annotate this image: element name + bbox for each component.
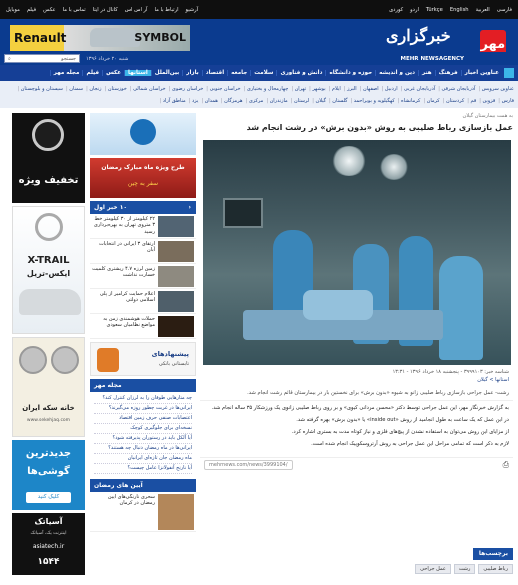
nav-item[interactable]: عکس	[102, 70, 124, 76]
home-icon[interactable]	[504, 68, 514, 78]
province-link[interactable]: سمنان |	[66, 86, 83, 92]
asiatech-ad[interactable]	[12, 513, 85, 575]
list-item[interactable]: ایرانی‌ها در غربت چطور روزه می‌گیرند؟	[94, 404, 192, 414]
chevron-left-icon[interactable]: ‹	[188, 204, 191, 211]
tag-item[interactable]: رشت	[454, 564, 476, 574]
smartwatch-image	[97, 348, 119, 372]
list-item[interactable]	[90, 214, 196, 239]
nav-item[interactable]: دین و اندیشه	[375, 70, 418, 76]
lang-kurdish[interactable]: کوردی	[389, 6, 404, 13]
nissan-offer-ad[interactable]	[12, 113, 85, 203]
list-item[interactable]	[90, 264, 196, 289]
tags-title: برچسب‌ها	[473, 548, 513, 560]
left-ad-column	[12, 113, 85, 578]
recipes-title	[90, 479, 196, 492]
article-title: عمل بازسازی رباط صلیبی به روش «بدون برش» در رشت انجام شد	[246, 123, 513, 132]
short-url-field[interactable]: mehrnews.com/news/3999104/	[204, 460, 293, 470]
search-icon[interactable]: ⌕	[8, 56, 11, 62]
article-paragraph: از مزایای این روش می‌توان به استفاده نشدن از پیچ‌های فلزی و نیاز کوتاه مدت به بستری اشاره کرد.	[291, 429, 509, 435]
province-link[interactable]: سیستان و بلوچستان |	[17, 86, 63, 92]
nav-item[interactable]: هنر	[418, 70, 435, 76]
top-link-video[interactable]: فیلم	[26, 6, 37, 13]
top-link-eitaa[interactable]: کانال در ایتا	[92, 6, 118, 13]
province-link[interactable]: خراسان شمالی |	[130, 86, 166, 92]
asiatech-site: asiatech.ir	[32, 543, 65, 550]
province-link[interactable]: عناوین سرویس |	[478, 86, 514, 92]
ramadan-ad-sub: سفر به چین	[127, 180, 159, 187]
surgery-drape	[303, 290, 373, 320]
news-thumbnail	[158, 494, 194, 530]
news-headline[interactable]: ۲۲ کیلومتر از ۳۰ کیلومتر خط ۳ متروی تهران به بهره‌برداری رسید	[93, 216, 155, 235]
province-link[interactable]: اردبیل |	[382, 86, 398, 92]
tags-section	[200, 548, 513, 574]
nav-item[interactable]: فیلم	[82, 70, 102, 76]
mobile-ad-line1: جدیدترین	[25, 448, 72, 459]
province-link[interactable]: فارس |	[498, 98, 514, 104]
article-paragraph: لازم به ذکر است که تمامی مراحل این عمل جراحی به روش آرتروسکوپیک انجام شده است.	[311, 441, 509, 447]
logo-mark: مهر	[480, 30, 506, 60]
top-link-contact[interactable]: تماس با ما	[62, 6, 86, 13]
province-link[interactable]: گیلان |	[312, 98, 326, 104]
article-lead: رشت- عمل جراحی بازسازی رباط صلیبی زانو به شیوه «بدون برش» برای نخستین بار در بیمارستان قائم رشت انجام شد.	[200, 384, 513, 401]
lang-arabic[interactable]: العربیة	[475, 6, 490, 13]
ramadan-ad-title: طرح ویژه ماه مبارک رمضان	[101, 164, 185, 171]
province-link[interactable]: آذربایجان شرقی |	[438, 86, 475, 92]
list-item[interactable]: ماه رمضان جان تازه‌ای ایرانیان	[94, 454, 192, 464]
province-link[interactable]: ایلام |	[329, 86, 341, 92]
car-image	[19, 289, 81, 315]
news-thumbnail	[158, 241, 194, 262]
coin-house-title: خانه سکه ایران	[22, 404, 75, 412]
province-link[interactable]: قم |	[467, 98, 476, 104]
nav-item-provinces[interactable]: استانها	[124, 70, 151, 76]
promo-line1: پیشنهاد‌های	[151, 350, 189, 358]
article-meta	[200, 368, 513, 384]
current-date: شنبه ۲۰ خرداد ۱۳۹۶	[86, 55, 129, 62]
main-navigation	[0, 65, 518, 81]
list-item[interactable]: نسخه‌ای برای جلوگیری کوچک	[94, 424, 192, 434]
nissan-logo-icon	[32, 119, 64, 151]
article-subtitle: به همت بیمارستان گیلان	[462, 113, 513, 119]
province-link[interactable]: گلستان |	[329, 98, 347, 104]
province-link[interactable]: زنجان |	[86, 86, 102, 92]
article-id-date: شناسه خبر: ۳۹۹۹۱۰۳ - پنجشنبه ۱۸ خرداد ۱۳۹۶ - ۱۳:۳۱	[392, 369, 509, 375]
nav-item[interactable]: اقتصاد	[202, 70, 227, 76]
asiatech-phone: ۱۵۴۴	[37, 557, 60, 567]
nav-item[interactable]: سلامت	[250, 70, 276, 76]
top-news-title-text: ۱۰ خبر اول	[94, 204, 128, 211]
lang-english[interactable]: English	[449, 6, 469, 13]
news-thumbnail	[158, 291, 194, 312]
list-item[interactable]: آیا نارنج آنفولانزا عامل چیست؟	[94, 464, 192, 474]
top-news-title	[90, 201, 196, 214]
magazine-box	[90, 379, 196, 476]
article-paragraph: به گزارش خبرنگار مهر، این عمل جراحی توسط دکتر «محسن مردانی کیوی» و بر روی رباط صلیبی زانوی یک ورزشکار ۳۵ ساله انجام شد.	[211, 405, 509, 411]
mobile-ad-line2: گوشی‌ها	[27, 466, 70, 477]
summer-promo-ad[interactable]	[90, 342, 196, 376]
province-link[interactable]: اصفهان |	[360, 86, 379, 92]
province-link[interactable]: خوزستان |	[105, 86, 127, 92]
province-link[interactable]: کرمانشاه |	[398, 98, 421, 104]
promo-line2: تابستانی بانکی	[158, 361, 189, 367]
nav-item[interactable]: دانش و فناوری	[276, 70, 325, 76]
renault-banner-ad[interactable]	[10, 25, 190, 51]
province-link[interactable]: آذربایجان غربی |	[401, 86, 436, 92]
province-link[interactable]: بوشهر |	[309, 86, 326, 92]
coin-icon	[19, 346, 47, 374]
asiatech-tagline: اینترنت یک، آسیاتک	[30, 531, 67, 536]
article-section[interactable]: استانها > گیلان	[477, 377, 509, 383]
list-item[interactable]: ایرانی‌ها در ماه رمضان دنبال چه هستند؟	[94, 444, 192, 454]
nav-item[interactable]: حوزه و دانشگاه	[325, 70, 375, 76]
list-item[interactable]: آیا آلکل باید در رستوران پذیرفته شود؟	[94, 434, 192, 444]
renault-model: SYMBOL	[134, 31, 186, 44]
news-headline[interactable]: اعلام حمایت کرامیر از پلی اسلامی دولتی	[99, 291, 155, 304]
xtrail-title-fa: ایکس-تریل	[26, 269, 71, 278]
magazine-title-text: مجله مهر	[94, 382, 122, 389]
nav-item[interactable]: فرهنگ	[435, 70, 461, 76]
coin-house-site: www.sekehjaq.com	[26, 418, 71, 423]
nav-item[interactable]: عناوین اخبار	[461, 70, 502, 76]
mobile-ad-cta-button[interactable]: کلیک کنید	[26, 492, 71, 503]
news-headline[interactable]: حملات هوشمندی زمن به مواضع نظامیان سعودی	[103, 316, 155, 329]
province-navigation	[0, 81, 518, 108]
magazine-title	[90, 379, 196, 392]
top-news-box	[90, 201, 196, 339]
province-link[interactable]: خراسان جنوبی |	[206, 86, 240, 92]
lang-turkish[interactable]: Türkçe	[425, 6, 443, 13]
province-link[interactable]: همدان |	[201, 98, 218, 104]
nav-item[interactable]: مجله مهر	[50, 70, 83, 76]
tag-item[interactable]: عمل جراحی	[415, 564, 451, 574]
language-links	[389, 7, 512, 13]
list-item[interactable]: اعتصابات صنفی حرف زمین‌ اقتصاد	[94, 414, 192, 424]
list-item[interactable]: چه متارهایی طوفان را به لرزان کنترل کند؟	[94, 394, 192, 404]
news-thumbnail	[158, 316, 194, 337]
province-link[interactable]: کردستان |	[443, 98, 465, 104]
list-item[interactable]	[90, 289, 196, 314]
tag-list	[200, 564, 513, 574]
province-link[interactable]: مازندران |	[266, 98, 287, 104]
car-image	[90, 28, 140, 47]
top-link-mobile[interactable]: موبایل	[6, 6, 20, 13]
coin-house-ad[interactable]	[12, 337, 85, 437]
province-link[interactable]: تهران |	[291, 86, 306, 92]
blue-bank-ad[interactable]	[90, 113, 196, 155]
top-bar	[0, 0, 518, 19]
province-link[interactable]: لرستان |	[291, 98, 309, 104]
top-utility-links	[6, 7, 198, 13]
list-item[interactable]	[90, 239, 196, 264]
article-body	[200, 404, 513, 449]
middle-column	[90, 113, 196, 535]
surgeon	[439, 256, 483, 360]
bank-logo-icon	[130, 119, 156, 145]
print-icon[interactable]: ⎙	[502, 459, 509, 469]
news-thumbnail	[158, 266, 194, 287]
asiatech-logo: آسیاتک	[34, 517, 63, 526]
list-item[interactable]	[90, 492, 196, 532]
province-link[interactable]: کرمان |	[423, 98, 439, 104]
nav-item[interactable]: بین‌الملل	[151, 70, 182, 76]
recipes-box	[90, 479, 196, 532]
utility-bar	[0, 52, 518, 65]
operating-light	[331, 146, 367, 176]
monitor	[223, 198, 263, 228]
province-link[interactable]: چهارمحال و بختیاری |	[244, 86, 289, 92]
news-thumbnail	[158, 216, 194, 237]
top-link-archive[interactable]: آرشیو	[185, 6, 199, 13]
tag-item[interactable]: رباط صلیبی	[478, 564, 513, 574]
nissan-logo-icon	[35, 213, 63, 241]
province-link[interactable]: کهگیلویه و بویراحمد |	[351, 98, 395, 104]
article	[200, 113, 513, 471]
search-input[interactable]	[4, 54, 80, 63]
search-placeholder: جستجو	[61, 56, 76, 62]
top-link-about[interactable]: ارتباط با ما	[154, 6, 179, 13]
province-link[interactable]: هرمزگان |	[221, 98, 243, 104]
province-link[interactable]: یزد |	[189, 98, 199, 104]
recipes-title-text: آیین های رمضان	[94, 482, 143, 489]
top-link-rss[interactable]: آر اس اس	[124, 6, 148, 13]
magazine-list	[90, 392, 196, 476]
ramadan-offer-ad[interactable]	[90, 158, 196, 198]
lang-urdu[interactable]: اردو	[410, 6, 419, 13]
agency-name-en: MEHR NEWSAGENCY	[400, 55, 464, 62]
renault-brand: Renault	[14, 31, 67, 45]
share-row	[200, 457, 513, 471]
province-link[interactable]: البرز |	[344, 86, 357, 92]
province-link[interactable]: خراسان رضوی |	[169, 86, 204, 92]
operating-light	[379, 154, 409, 180]
nav-item[interactable]: بازار	[182, 70, 202, 76]
province-link[interactable]: قزوین |	[479, 98, 495, 104]
article-photo-surgery[interactable]	[203, 140, 511, 365]
top-link-photo[interactable]: عکس	[43, 6, 56, 13]
nav-item[interactable]: جامعه	[227, 70, 250, 76]
list-item[interactable]	[90, 314, 196, 339]
province-link[interactable]: مناطق آزاد |	[160, 98, 186, 104]
new-mobiles-ad[interactable]	[12, 440, 85, 510]
coin-icon	[51, 346, 79, 374]
news-headline[interactable]: سحری نارنگی‌های آیین رمضان در کرمان	[107, 494, 155, 507]
logo-text: خبرگزاری	[386, 26, 451, 45]
xtrail-ad[interactable]	[12, 206, 85, 334]
article-paragraph: در این عمل که یک ساعت به طول انجامید از روش «inside out» یا «بدون برش» بهره گرفته شد.	[296, 417, 509, 423]
special-offer-label: تخفیف ویژه	[18, 175, 79, 186]
xtrail-title: X-TRAIL	[27, 255, 70, 266]
news-headline[interactable]: ارتقای ۳ ایرانی در انتخابات آبان	[98, 241, 155, 254]
province-link[interactable]: مرکزی |	[246, 98, 264, 104]
lang-farsi[interactable]: فارسی	[496, 6, 512, 13]
news-headline[interactable]: زمین لرزه ۴.۷ ریشتری کلمیت خسارت نداشت	[92, 266, 155, 279]
